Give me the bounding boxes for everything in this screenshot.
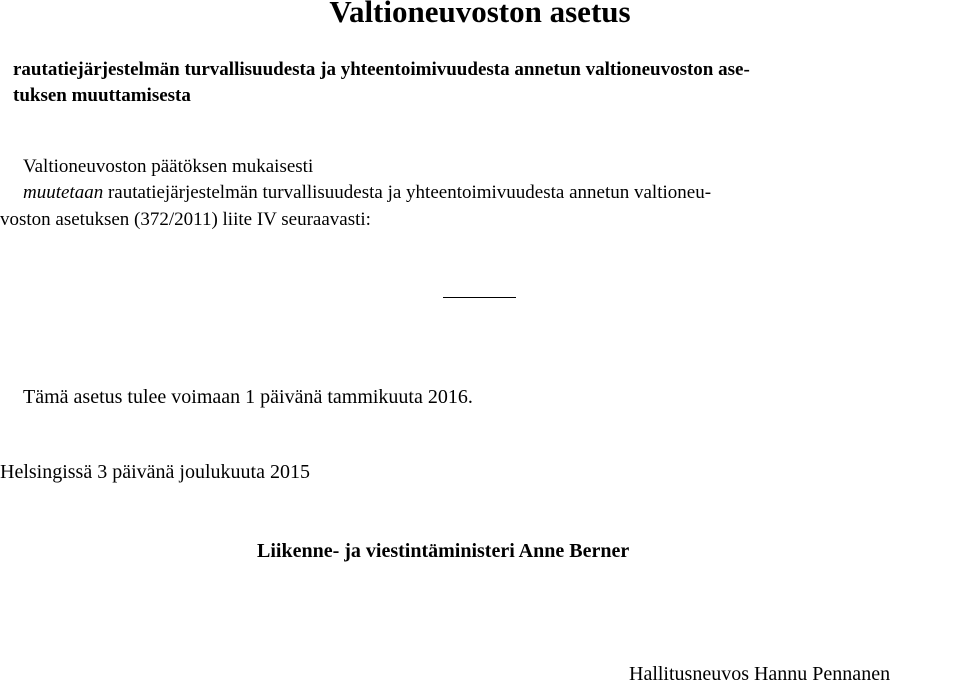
- body-line-1: [23, 182, 711, 204]
- subtitle-line-2: tuksen muuttamisesta: [13, 85, 191, 106]
- body-line-1-text: rautatiejärjestelmän turvallisuudesta ja yhteentoimivuudesta annetun valtioneu-: [103, 182, 712, 203]
- body-line-2: voston asetuksen (372/2011) liite IV seuraavasti:: [0, 209, 371, 230]
- place-and-date: Helsingissä 3 päivänä joulukuuta 2015: [0, 461, 310, 483]
- body-verb: muutetaan: [23, 182, 104, 203]
- minister-signature: Liikenne- ja viestintäministeri Anne Berner: [257, 540, 630, 562]
- entry-into-force: Tämä asetus tulee voimaan 1 päivänä tammikuuta 2016.: [23, 386, 473, 408]
- section-divider: [443, 297, 516, 298]
- subtitle-line-1: rautatiejärjestelmän turvallisuudesta ja yhteentoimivuudesta annetun valtioneuvoston ase-: [13, 59, 750, 80]
- decree-subtitle: [13, 57, 750, 109]
- counsel-signature: Hallitusneuvos Hannu Pennanen: [629, 663, 891, 685]
- preamble: Valtioneuvoston päätöksen mukaisesti: [23, 156, 314, 177]
- page-title: Valtioneuvoston asetus: [329, 0, 631, 29]
